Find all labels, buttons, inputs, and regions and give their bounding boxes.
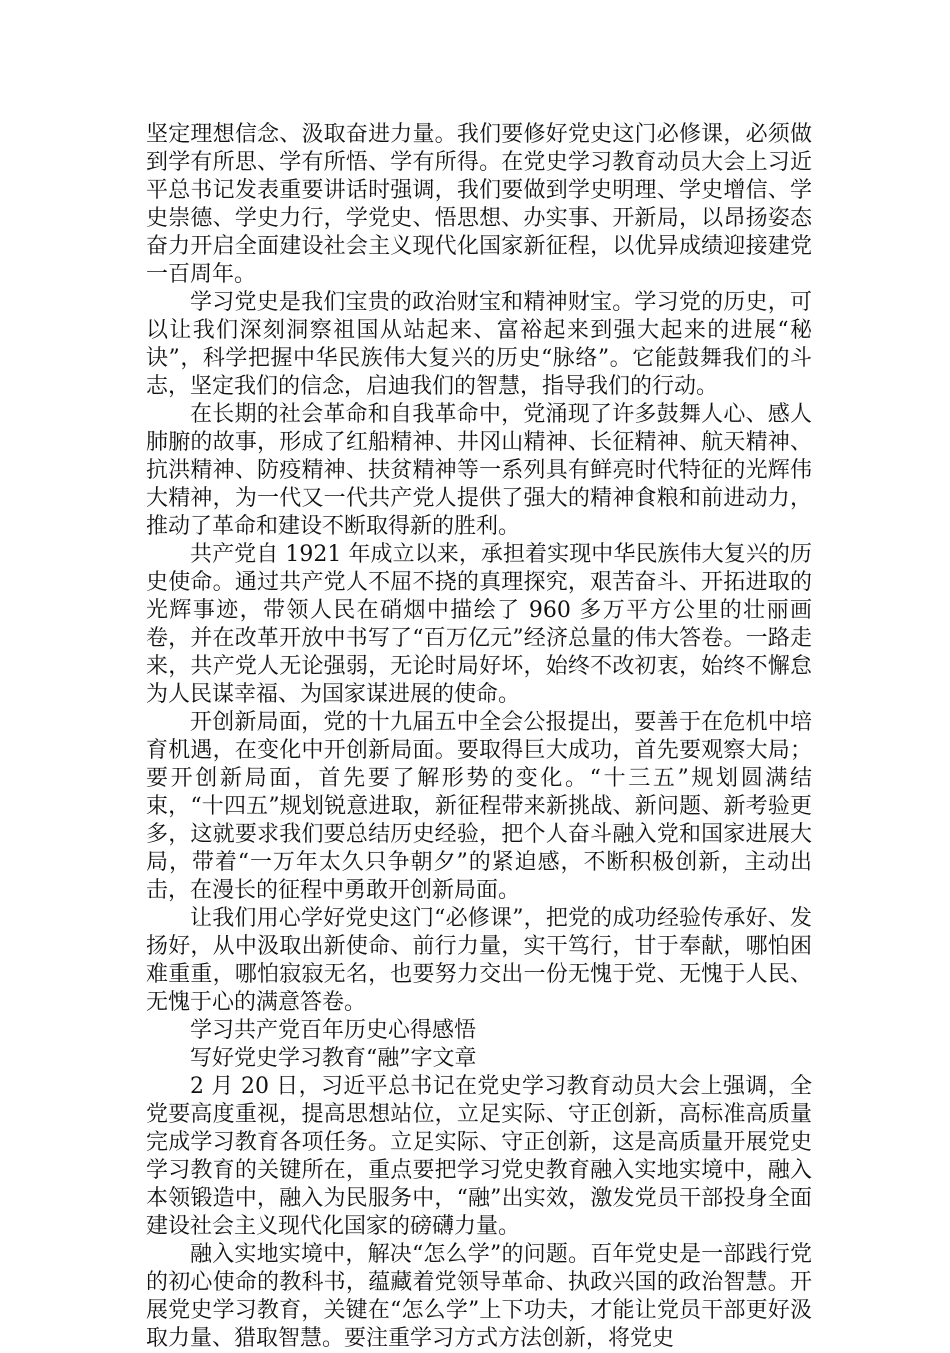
paragraph-5: 开创新局面，党的十九届五中全会公报提出，要善于在危机中培育机遇，在变化中开创新局面。要取得巨大成功，首先要观察大局；要开创新局面，首先要了解形势的变化。“十三五”规划圆满结束，“十四五”规划锐意进取，新征程带来新挑战、新问题、新考验更多，这就要求我们要总结历史经验，把个人奋斗融入党和国家进展大局，带着“一万年太久只争朝夕”的紧迫感，不断积极创新，主动出击，在漫长的征程中勇敢开创新局面。 — [146, 710, 812, 903]
document-body — [146, 121, 812, 1353]
paragraph-3: 在长期的社会革命和自我革命中，党涌现了许多鼓舞人心、感人肺腑的故事，形成了红船精神、井冈山精神、长征精神、航天精神、抗洪精神、防疫精神、扶贫精神等一系列具有鲜亮时代特征的光辉伟大精神，为一代又一代共产党人提供了强大的精神食粮和前进动力，推动了革命和建设不断取得新的胜利。 — [146, 402, 812, 539]
paragraph-8: 融入实地实境中，解决“怎么学”的问题。百年党史是一部践行党的初心使命的教科书，蕴藏着党领导革命、执政兴国的政治智慧。开展党史学习教育，关键在“怎么学”上下功夫，才能让党员干部更好汲取力量、猎取智慧。要注重学习方式方法创新，将党史 — [146, 1242, 812, 1351]
section-title: 学习共产党百年历史心得感悟 — [190, 1018, 477, 1043]
paragraph-4: 共产党自 1921 年成立以来，承担着实现中华民族伟大复兴的历史使命。通过共产党人不屈不挠的真理探究，艰苦奋斗、开拓进取的光辉事迹，带领人民在硝烟中描绘了 960 多万平方公里的壮丽画卷，并在改革开放中书写了“百万亿元”经济总量的伟大答卷。一路走来，共产党人无论强弱，无论时局好坏，始终不改初衷，始终不懈怠为人民谋幸福、为国家谋进展的使命。 — [146, 542, 812, 707]
article-title: 写好党史学习教育“融”字文章 — [190, 1046, 477, 1071]
paragraph-7: 2 月 20 日，习近平总书记在党史学习教育动员大会上强调，全党要高度重视，提高思想站位，立足实际、守正创新，高标准高质量完成学习教育各项任务。立足实际、守正创新，这是高质量开展党史学习教育的关键所在，重点要把学习党史教育融入实地实境中，融入本领锻造中，融入为民服务中，“融”出实效，激发党员干部投身全面建设社会主义现代化国家的磅礴力量。 — [146, 1074, 812, 1239]
paragraph-2: 学习党史是我们宝贵的政治财宝和精神财宝。学习党的历史，可以让我们深刻洞察祖国从站起来、富裕起来到强大起来的进展“秘诀”，科学把握中华民族伟大复兴的历史“脉络”。它能鼓舞我们的斗志，坚定我们的信念，启迪我们的智慧，指导我们的行动。 — [146, 290, 812, 399]
paragraph-1: 坚定理想信念、汲取奋进力量。我们要修好党史这门必修课，必须做到学有所思、学有所悟、学有所得。在党史学习教育动员大会上习近平总书记发表重要讲话时强调，我们要做到学史明理、学史增信、学史崇德、学史力行，学党史、悟思想、办实事、开新局，以昂扬姿态奋力开启全面建设社会主义现代化国家新征程，以优异成绩迎接建党一百周年。 — [146, 122, 812, 287]
paragraph-6: 让我们用心学好党史这门“必修课”，把党的成功经验传承好、发扬好，从中汲取出新使命、前行力量，实干笃行，甘于奉献，哪怕困难重重，哪怕寂寂无名，也要努力交出一份无愧于党、无愧于人民、无愧于心的满意答卷。 — [146, 906, 812, 1015]
